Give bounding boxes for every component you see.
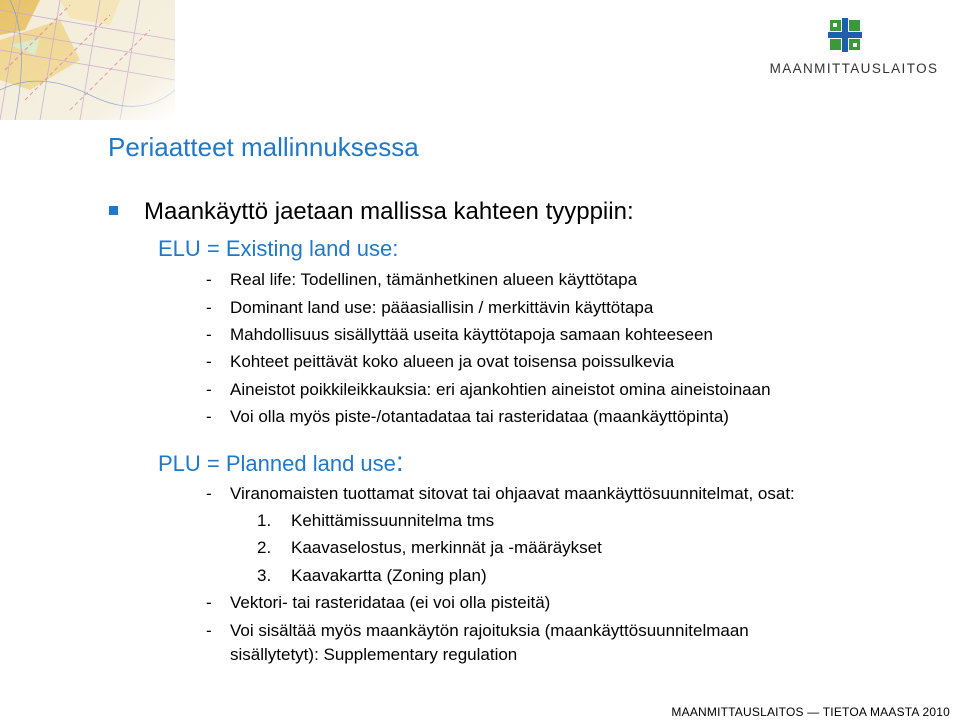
plu-item: - Voi sisältää myös maankäytön rajoituksia (maankäyttösuunnitelmaan xyxy=(206,621,749,640)
elu-item: - Kohteet peittävät koko alueen ja ovat toisensa poissulkevia xyxy=(206,352,675,371)
elu-heading: ELU = Existing land use: xyxy=(158,236,399,261)
plu-heading: PLU = Planned land use: xyxy=(158,446,404,477)
elu-item: - Real life: Todellinen, tämänhetkinen alueen käyttötapa xyxy=(206,270,638,289)
plu-numbered-item: 2. Kaavaselostus, merkinnät ja -määräykset xyxy=(257,538,602,557)
maanmittauslaitos-logo xyxy=(764,18,944,78)
square-bullet-icon xyxy=(109,206,118,215)
map-decoration-image xyxy=(0,0,175,120)
plu-intro: - Viranomaisten tuottamat sitovat tai ohjaavat maankäyttösuunnitelmat, osat: xyxy=(206,484,795,503)
elu-item: - Aineistot poikkileikkauksia: eri ajankohtien aineistot omina aineistoinaan xyxy=(206,380,771,399)
plu-item: - Vektori- tai rasteridataa (ei voi olla pisteitä) xyxy=(206,593,551,612)
plu-numbered-item: 3. Kaavakartta (Zoning plan) xyxy=(257,566,487,585)
logo-text: MAANMITTAUSLAITOS xyxy=(769,61,939,76)
elu-item: - Dominant land use: pääasiallisin / merkittävin käyttötapa xyxy=(206,298,654,317)
elu-item: - Voi olla myös piste-/otantadataa tai rasteridataa (maankäyttöpinta) xyxy=(206,407,729,426)
plu-numbered-item: 1. Kehittämissuunnitelma tms xyxy=(257,511,495,530)
footer-text: MAANMITTAUSLAITOS — TIETOA MAASTA 2010 xyxy=(671,705,950,719)
slide-title: Periaatteet mallinnuksessa xyxy=(108,132,419,162)
plu-item-continuation: sisällytetyt): Supplementary regulation xyxy=(230,645,518,664)
main-point: Maankäyttö jaetaan mallissa kahteen tyyppiin: xyxy=(144,198,634,225)
logo-emblem-icon xyxy=(828,18,862,52)
elu-item: - Mahdollisuus sisällyttää useita käyttötapoja samaan kohteeseen xyxy=(206,325,713,344)
